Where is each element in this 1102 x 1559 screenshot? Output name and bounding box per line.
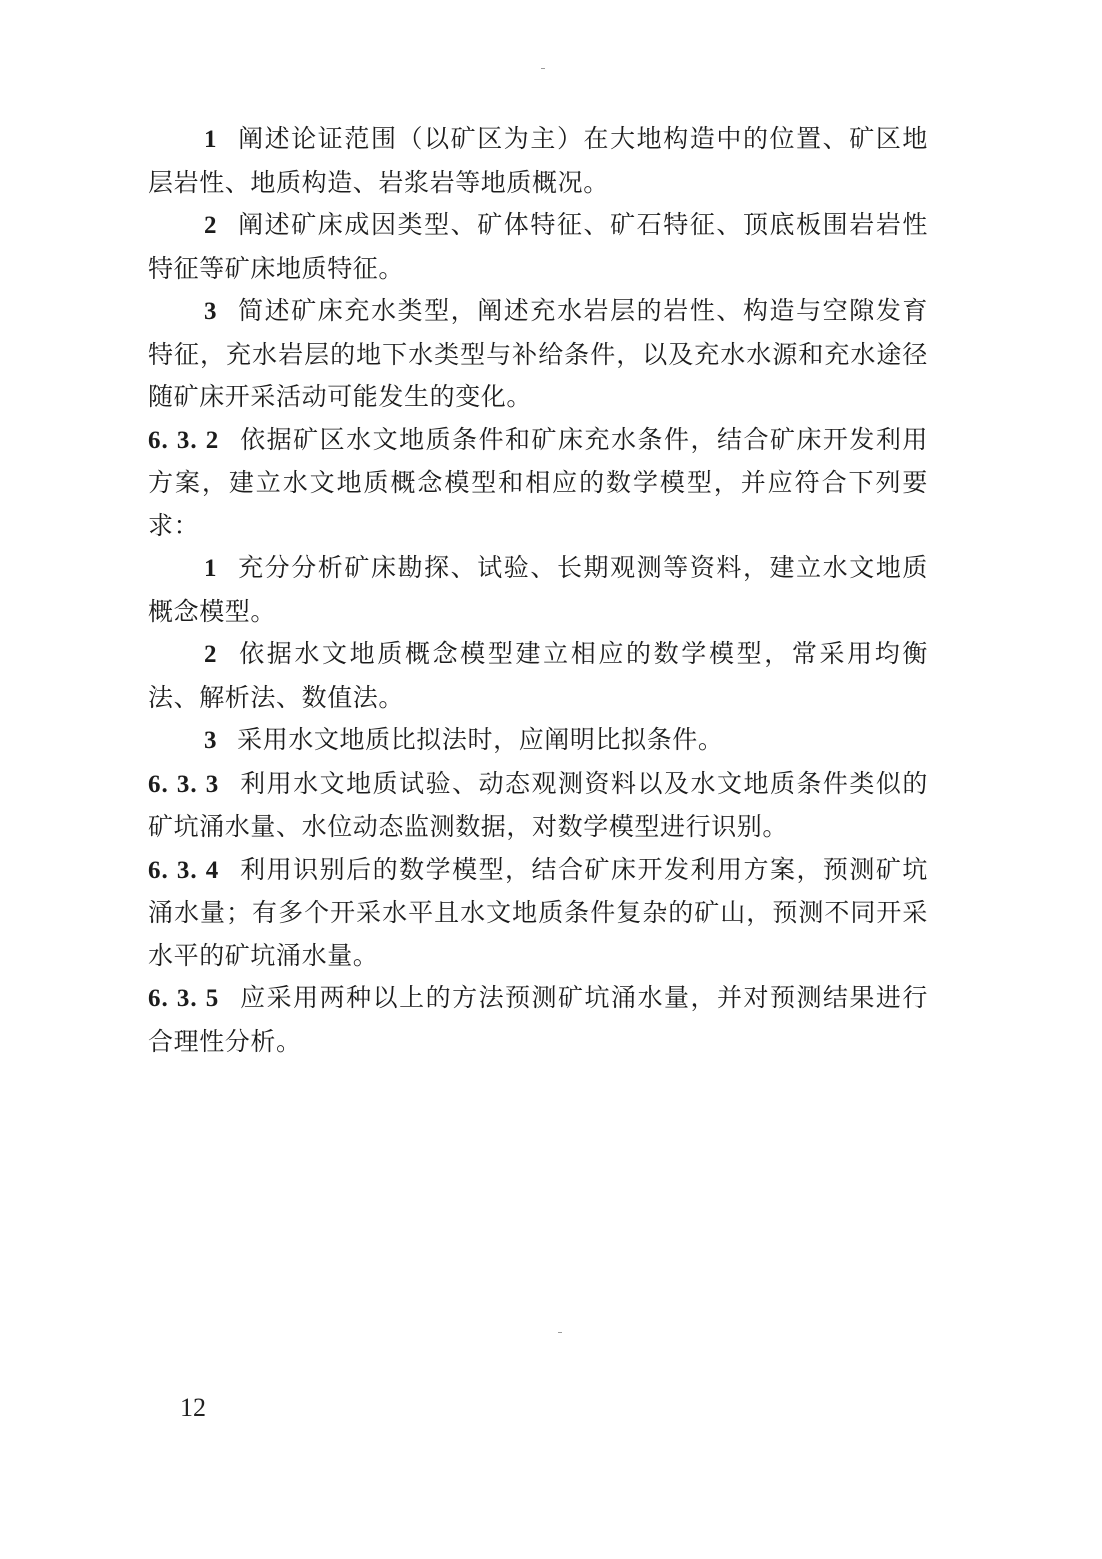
clause-text: 利用水文地质试验、动态观测资料以及水文地质条件类似的矿坑涌水量、水位动态监测数据，对数学模型进行识别。 bbox=[148, 768, 928, 841]
list-item bbox=[148, 633, 928, 719]
clause-number: 6. 3. 3 bbox=[148, 770, 220, 798]
section-clause bbox=[148, 849, 928, 978]
clause-number: 6. 3. 5 bbox=[148, 985, 220, 1012]
item-text: 依据水文地质概念模型建立相应的数学模型，常采用均衡法、解析法、数值法。 bbox=[148, 639, 928, 712]
item-number: 1 bbox=[204, 555, 218, 582]
clause-text: 利用识别后的数学模型，结合矿床开发利用方案，预测矿坑涌水量；有多个开采水平且水文地质条件复杂的矿山，预测不同开采水平的矿坑涌水量。 bbox=[148, 854, 928, 970]
list-item bbox=[148, 204, 928, 290]
scan-mark bbox=[541, 68, 545, 69]
list-item bbox=[148, 290, 928, 419]
item-number: 3 bbox=[204, 727, 218, 754]
scan-mark bbox=[558, 1332, 562, 1333]
page-number: 12 bbox=[180, 1393, 206, 1422]
section-clause bbox=[148, 419, 928, 548]
item-text: 阐述论证范围（以矿区为主）在大地构造中的位置、矿区地层岩性、地质构造、岩浆岩等地质概况。 bbox=[148, 124, 928, 197]
list-item bbox=[148, 719, 928, 763]
clause-number: 6. 3. 2 bbox=[148, 426, 220, 454]
body-text bbox=[148, 118, 928, 1063]
list-item bbox=[148, 547, 928, 633]
section-clause bbox=[148, 763, 928, 849]
item-number: 2 bbox=[204, 641, 218, 668]
clause-text: 应采用两种以上的方法预测矿坑涌水量，并对预测结果进行合理性分析。 bbox=[148, 983, 928, 1056]
item-text: 阐述矿床成因类型、矿体特征、矿石特征、顶底板围岩岩性特征等矿床地质特征。 bbox=[148, 210, 928, 283]
clause-text: 依据矿区水文地质条件和矿床充水条件，结合矿床开发利用方案，建立水文地质概念模型和相应的数学模型，并应符合下列要求： bbox=[148, 424, 928, 540]
item-number: 2 bbox=[204, 212, 218, 239]
section-clause bbox=[148, 977, 928, 1063]
item-text: 简述矿床充水类型，阐述充水岩层的岩性、构造与空隙发育特征，充水岩层的地下水类型与补给条件，以及充水水源和充水途径随矿床开采活动可能发生的变化。 bbox=[148, 296, 928, 411]
item-number: 3 bbox=[204, 298, 218, 325]
item-number: 1 bbox=[204, 126, 218, 153]
item-text: 采用水文地质比拟法时，应阐明比拟条件。 bbox=[237, 725, 724, 754]
item-text: 充分分析矿床勘探、试验、长期观测等资料，建立水文地质概念模型。 bbox=[148, 553, 928, 626]
clause-number: 6. 3. 4 bbox=[148, 856, 220, 884]
list-item bbox=[148, 118, 928, 204]
